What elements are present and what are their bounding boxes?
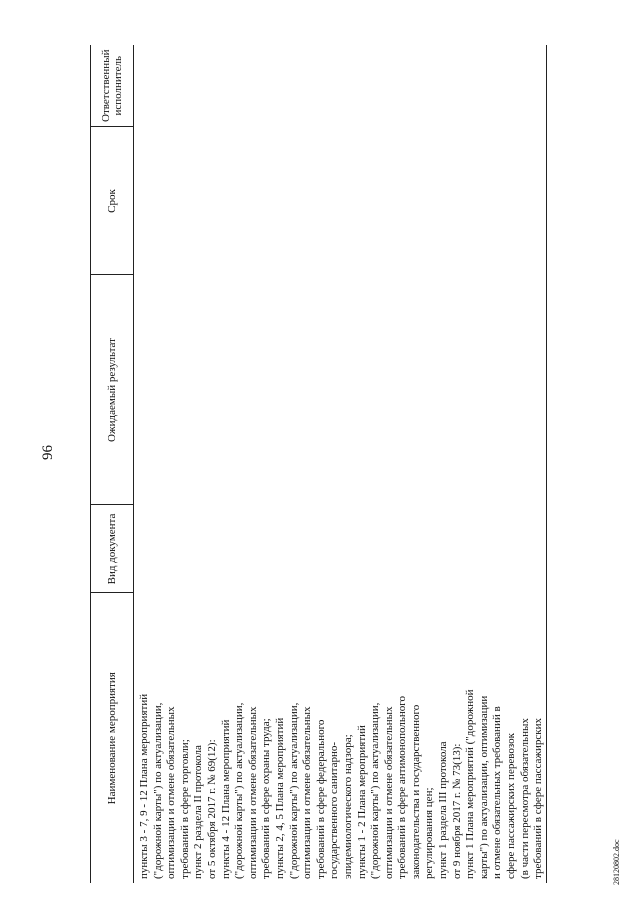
document-type-cell xyxy=(134,505,547,593)
text-line: сфере пассажирских перевозок xyxy=(505,733,518,879)
text-line: ("дорожной карты") по актуализации, xyxy=(233,702,246,879)
text-line: пункт 2 раздела II протокола xyxy=(192,745,205,879)
text-line: оптимизации и отмене обязательных xyxy=(301,706,314,879)
text-line: ("дорожной карты") по актуализации, xyxy=(369,702,382,879)
footer-document-code: 28120802.doc xyxy=(612,839,621,885)
text-line: регулирования цен; xyxy=(423,787,436,879)
text-line: требований в сфере торговли; xyxy=(178,739,191,879)
text-line: от 5 октября 2017 г. № 69(12): xyxy=(205,739,218,879)
text-line: пункт 1 раздела III протокола xyxy=(437,741,450,879)
responsible-cell xyxy=(134,45,547,127)
measure-name-cell xyxy=(134,593,547,883)
text-line: пункты 2, 4, 5 Плана мероприятий xyxy=(273,717,286,879)
page-number: 96 xyxy=(40,445,56,460)
text-line: пункт 1 Плана мероприятий ("дорожной xyxy=(464,689,477,879)
text-line: оптимизации и отмене обязательных xyxy=(382,706,395,879)
text-line: пункты 3 - 7, 9 - 12 Плана мероприятий xyxy=(138,693,150,879)
text-line: пункты 4 - 12 Плана мероприятий xyxy=(219,719,232,879)
text-line: ("дорожной карты") по актуализации, xyxy=(287,702,300,879)
header-document-type: Вид документа xyxy=(91,505,134,593)
text-line: и отмене обязательных требований в xyxy=(491,706,504,879)
table-header-row xyxy=(91,45,134,883)
text-line: требований в сфере пассажирских xyxy=(532,717,545,879)
text-line: (в части пересмотра обязательных xyxy=(518,718,531,879)
text-line: законодательства и государственного xyxy=(409,704,422,879)
table-row xyxy=(134,45,547,883)
text-line: государственного санитарно- xyxy=(328,741,341,879)
text-line: оптимизации и отмене обязательных xyxy=(246,706,259,879)
text-line: карты") по актуализации, оптимизации xyxy=(477,695,490,879)
header-deadline: Срок xyxy=(91,127,134,275)
text-line: требований в сфере федерального xyxy=(314,719,327,879)
text-line: пункты 1 - 2 Плана мероприятий xyxy=(355,725,368,879)
text-line: ("дорожной карты") по актуализации, xyxy=(151,702,164,879)
text-line: от 9 ноября 2017 г. № 73(13): xyxy=(450,743,463,879)
text-line: требований в сфере антимонопольного xyxy=(396,695,409,879)
text-line: эпидемиологического надзора; xyxy=(341,734,354,879)
deadline-cell xyxy=(134,127,547,275)
header-responsible: Ответственный исполнитель xyxy=(91,45,134,127)
header-measure-name: Наименование мероприятия xyxy=(91,593,134,883)
text-line: требований в сфере охраны труда; xyxy=(260,718,273,879)
text-line: оптимизации и отмене обязательных xyxy=(165,706,178,879)
header-expected-result: Ожидаемый результат xyxy=(91,275,134,505)
expected-result-cell xyxy=(134,275,547,505)
measures-table xyxy=(90,45,547,883)
